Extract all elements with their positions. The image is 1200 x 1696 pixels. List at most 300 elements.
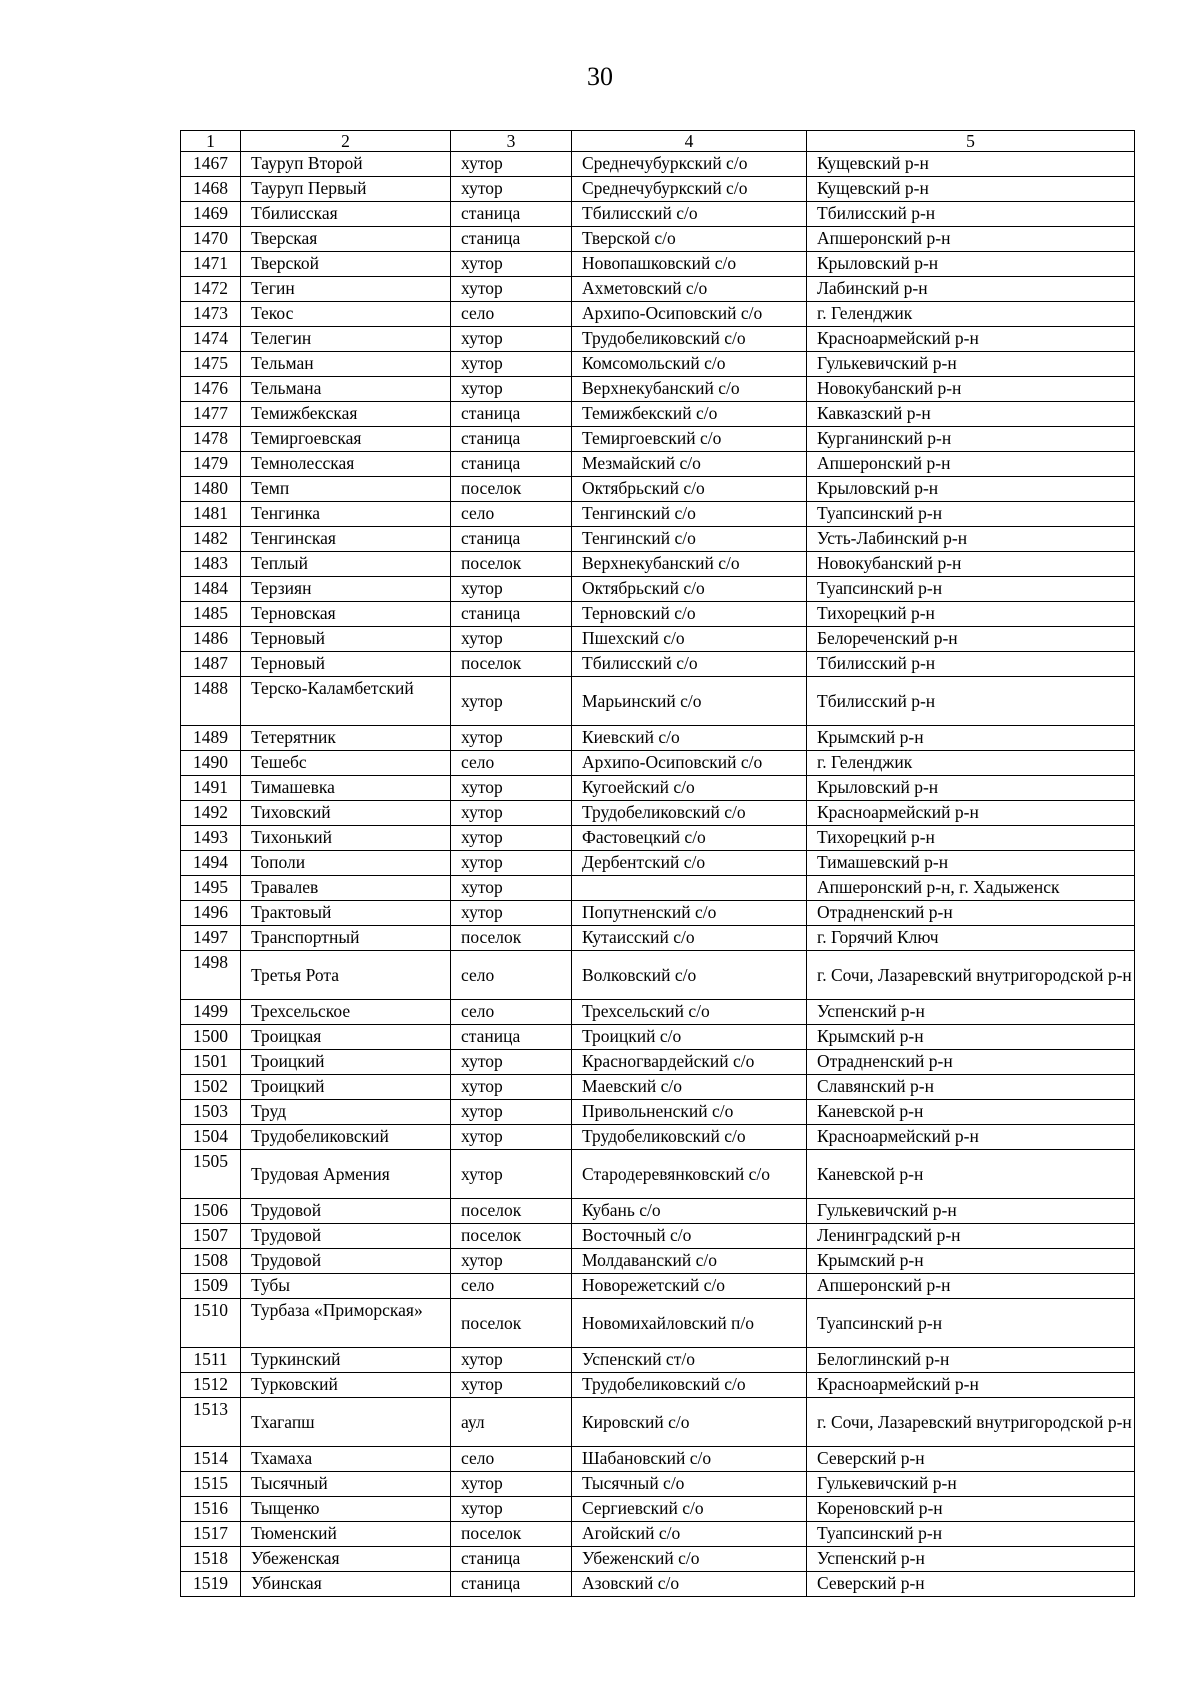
settlement-type: поселок	[451, 926, 572, 951]
settlement-name: Теплый	[241, 552, 451, 577]
settlement-name: Тетерятник	[241, 726, 451, 751]
table-row	[181, 726, 1135, 751]
settlement-name: Тауруп Первый	[241, 177, 451, 202]
settlement-type: хутор	[451, 377, 572, 402]
settlement-name: Тенгинка	[241, 502, 451, 527]
district-name: Туапсинский р-н	[807, 577, 1135, 602]
district-name: Тихорецкий р-н	[807, 602, 1135, 627]
table-row	[181, 1249, 1135, 1274]
council-name: Тбилисский с/о	[572, 202, 807, 227]
table-row	[181, 1050, 1135, 1075]
table-row	[181, 1398, 1135, 1447]
district-name: Успенский р-н	[807, 1000, 1135, 1025]
table-row	[181, 1572, 1135, 1597]
row-number: 1490	[181, 751, 241, 776]
district-name: Крыловский р-н	[807, 776, 1135, 801]
settlement-type: поселок	[451, 1224, 572, 1249]
table-row	[181, 627, 1135, 652]
council-name: Верхнекубанский с/о	[572, 552, 807, 577]
table-row	[181, 677, 1135, 726]
row-number: 1511	[181, 1348, 241, 1373]
row-number: 1480	[181, 477, 241, 502]
table-row	[181, 801, 1135, 826]
settlement-name: Убеженская	[241, 1547, 451, 1572]
settlement-type: аул	[451, 1398, 572, 1447]
council-name: Новопашковский с/о	[572, 252, 807, 277]
settlement-name: Трактовый	[241, 901, 451, 926]
district-name: Тбилисский р-н	[807, 202, 1135, 227]
column-district-header: 5	[807, 131, 1135, 152]
district-name: Отрадненский р-н	[807, 1050, 1135, 1075]
table-row	[181, 227, 1135, 252]
row-number: 1492	[181, 801, 241, 826]
settlement-type: хутор	[451, 826, 572, 851]
council-name: Азовский с/о	[572, 1572, 807, 1597]
row-number: 1477	[181, 402, 241, 427]
table-row	[181, 252, 1135, 277]
district-name: Усть-Лабинский р-н	[807, 527, 1135, 552]
row-number: 1485	[181, 602, 241, 627]
table-row	[181, 826, 1135, 851]
district-name: Северский р-н	[807, 1572, 1135, 1597]
table-row	[181, 352, 1135, 377]
settlement-name: Тверская	[241, 227, 451, 252]
settlement-type: станица	[451, 527, 572, 552]
district-name: Лабинский р-н	[807, 277, 1135, 302]
table-row	[181, 1150, 1135, 1199]
council-name: Троицкий с/о	[572, 1025, 807, 1050]
district-name: Кавказский р-н	[807, 402, 1135, 427]
row-number: 1474	[181, 327, 241, 352]
council-name: Тенгинский с/о	[572, 502, 807, 527]
settlement-name: Турбаза «Приморская»	[241, 1299, 451, 1348]
settlement-type: станица	[451, 427, 572, 452]
settlement-type: хутор	[451, 327, 572, 352]
settlement-type: хутор	[451, 277, 572, 302]
council-name: Фастовецкий с/о	[572, 826, 807, 851]
table-body	[181, 152, 1135, 1597]
row-number: 1481	[181, 502, 241, 527]
column-number-header: 1	[181, 131, 241, 152]
settlement-name: Темиргоевская	[241, 427, 451, 452]
council-name: Восточный с/о	[572, 1224, 807, 1249]
settlement-name: Тиховский	[241, 801, 451, 826]
council-name: Молдаванский с/о	[572, 1249, 807, 1274]
settlement-name: Текос	[241, 302, 451, 327]
row-number: 1470	[181, 227, 241, 252]
settlement-name: Тельмана	[241, 377, 451, 402]
district-name: Кущевский р-н	[807, 177, 1135, 202]
settlement-name: Тегин	[241, 277, 451, 302]
table-row	[181, 502, 1135, 527]
table-row	[181, 1472, 1135, 1497]
district-name: Каневской р-н	[807, 1150, 1135, 1199]
district-name: Кореновский р-н	[807, 1497, 1135, 1522]
district-name: Туапсинский р-н	[807, 1299, 1135, 1348]
settlement-type: хутор	[451, 1050, 572, 1075]
settlement-type: хутор	[451, 577, 572, 602]
row-number: 1505	[181, 1150, 241, 1199]
district-name: Белореченский р-н	[807, 627, 1135, 652]
settlement-name: Травалев	[241, 876, 451, 901]
council-name: Архипо-Осиповский с/о	[572, 302, 807, 327]
table-row	[181, 1274, 1135, 1299]
settlement-type: село	[451, 1000, 572, 1025]
district-name: Гулькевичский р-н	[807, 1199, 1135, 1224]
settlement-name: Темп	[241, 477, 451, 502]
council-name: Мезмайский с/о	[572, 452, 807, 477]
district-name: Курганинский р-н	[807, 427, 1135, 452]
district-name: Кущевский р-н	[807, 152, 1135, 177]
settlement-type: станица	[451, 227, 572, 252]
district-name: Каневской р-н	[807, 1100, 1135, 1125]
row-number: 1498	[181, 951, 241, 1000]
table-row	[181, 776, 1135, 801]
settlement-type: хутор	[451, 1150, 572, 1199]
council-name: Кировский с/о	[572, 1398, 807, 1447]
district-name: г. Сочи, Лазаревский внутригородской р-н	[807, 951, 1135, 1000]
district-name: Славянский р-н	[807, 1075, 1135, 1100]
district-name: Красноармейский р-н	[807, 1373, 1135, 1398]
district-name: г. Геленджик	[807, 751, 1135, 776]
table-row	[181, 1522, 1135, 1547]
settlement-type: хутор	[451, 1075, 572, 1100]
council-name: Среднечубуркский с/о	[572, 177, 807, 202]
settlement-name: Терзиян	[241, 577, 451, 602]
settlement-name: Тимашевка	[241, 776, 451, 801]
settlement-name: Тюменский	[241, 1522, 451, 1547]
row-number: 1486	[181, 627, 241, 652]
table-row	[181, 1100, 1135, 1125]
settlement-name: Третья Рота	[241, 951, 451, 1000]
district-name: Апшеронский р-н	[807, 227, 1135, 252]
district-name: Новокубанский р-н	[807, 552, 1135, 577]
council-name: Ахметовский с/о	[572, 277, 807, 302]
settlement-name: Убинская	[241, 1572, 451, 1597]
district-name: Гулькевичский р-н	[807, 1472, 1135, 1497]
council-name: Трехсельский с/о	[572, 1000, 807, 1025]
table-row	[181, 926, 1135, 951]
table-row	[181, 1224, 1135, 1249]
table-row	[181, 951, 1135, 1000]
district-name: Тимашевский р-н	[807, 851, 1135, 876]
table-row	[181, 152, 1135, 177]
council-name: Темижбекский с/о	[572, 402, 807, 427]
row-number: 1469	[181, 202, 241, 227]
settlement-name: Туркинский	[241, 1348, 451, 1373]
council-name: Волковский с/о	[572, 951, 807, 1000]
settlement-name: Тихонький	[241, 826, 451, 851]
table-row	[181, 1000, 1135, 1025]
district-name: Белоглинский р-н	[807, 1348, 1135, 1373]
column-name-header: 2	[241, 131, 451, 152]
council-name: Верхнекубанский с/о	[572, 377, 807, 402]
table-row	[181, 452, 1135, 477]
settlement-type: хутор	[451, 677, 572, 726]
council-name: Октябрьский с/о	[572, 577, 807, 602]
table-row	[181, 1497, 1135, 1522]
council-name: Тенгинский с/о	[572, 527, 807, 552]
council-name: Трудобеликовский с/о	[572, 1373, 807, 1398]
council-name: Тверской с/о	[572, 227, 807, 252]
table-row	[181, 327, 1135, 352]
council-name: Октябрьский с/о	[572, 477, 807, 502]
district-name: Красноармейский р-н	[807, 1125, 1135, 1150]
settlement-type: поселок	[451, 1522, 572, 1547]
settlement-name: Труд	[241, 1100, 451, 1125]
table-row	[181, 427, 1135, 452]
row-number: 1482	[181, 527, 241, 552]
settlement-name: Троицкая	[241, 1025, 451, 1050]
row-number: 1514	[181, 1447, 241, 1472]
row-number: 1501	[181, 1050, 241, 1075]
settlement-type: хутор	[451, 1497, 572, 1522]
settlement-type: хутор	[451, 1348, 572, 1373]
settlement-type: станица	[451, 402, 572, 427]
settlement-type: хутор	[451, 901, 572, 926]
row-number: 1468	[181, 177, 241, 202]
settlement-type: село	[451, 502, 572, 527]
row-number: 1484	[181, 577, 241, 602]
settlement-type: станица	[451, 202, 572, 227]
table-row	[181, 851, 1135, 876]
council-name: Среднечубуркский с/о	[572, 152, 807, 177]
table-row	[181, 1199, 1135, 1224]
settlement-name: Тенгинская	[241, 527, 451, 552]
settlement-name: Тешебс	[241, 751, 451, 776]
district-name: Крыловский р-н	[807, 252, 1135, 277]
settlement-type: станица	[451, 1025, 572, 1050]
council-name: Тысячный с/о	[572, 1472, 807, 1497]
settlement-name: Терско-Каламбетский	[241, 677, 451, 726]
settlement-type: село	[451, 302, 572, 327]
settlement-type: хутор	[451, 1100, 572, 1125]
settlement-name: Тхамаха	[241, 1447, 451, 1472]
row-number: 1516	[181, 1497, 241, 1522]
table-row	[181, 1125, 1135, 1150]
table-row	[181, 477, 1135, 502]
council-name: Терновский с/о	[572, 602, 807, 627]
settlement-type: хутор	[451, 801, 572, 826]
council-name: Красногвардейский с/о	[572, 1050, 807, 1075]
table-header-row	[181, 131, 1135, 152]
row-number: 1506	[181, 1199, 241, 1224]
district-name: Северский р-н	[807, 1447, 1135, 1472]
district-name: г. Горячий Ключ	[807, 926, 1135, 951]
settlement-name: Тубы	[241, 1274, 451, 1299]
row-number: 1487	[181, 652, 241, 677]
settlement-type: хутор	[451, 177, 572, 202]
council-name: Убеженский с/о	[572, 1547, 807, 1572]
settlement-type: хутор	[451, 851, 572, 876]
settlement-name: Терновская	[241, 602, 451, 627]
settlement-name: Терновый	[241, 627, 451, 652]
table-row	[181, 876, 1135, 901]
settlement-name: Транспортный	[241, 926, 451, 951]
row-number: 1493	[181, 826, 241, 851]
table-row	[181, 402, 1135, 427]
council-name: Комсомольский с/о	[572, 352, 807, 377]
settlement-name: Трудовой	[241, 1249, 451, 1274]
table-row	[181, 377, 1135, 402]
row-number: 1504	[181, 1125, 241, 1150]
district-name: Отрадненский р-н	[807, 901, 1135, 926]
district-name: г. Геленджик	[807, 302, 1135, 327]
row-number: 1517	[181, 1522, 241, 1547]
table-row	[181, 527, 1135, 552]
council-name: Марьинский с/о	[572, 677, 807, 726]
table-row	[181, 901, 1135, 926]
table-row	[181, 751, 1135, 776]
settlement-name: Тбилисская	[241, 202, 451, 227]
settlement-name: Троицкий	[241, 1075, 451, 1100]
row-number: 1479	[181, 452, 241, 477]
district-name: Тихорецкий р-н	[807, 826, 1135, 851]
settlement-name: Трудовой	[241, 1199, 451, 1224]
settlement-type: поселок	[451, 552, 572, 577]
settlement-type: хутор	[451, 776, 572, 801]
settlement-type: хутор	[451, 876, 572, 901]
council-name: Шабановский с/о	[572, 1447, 807, 1472]
council-name: Агойский с/о	[572, 1522, 807, 1547]
district-name: Крымский р-н	[807, 1025, 1135, 1050]
settlement-type: хутор	[451, 1472, 572, 1497]
row-number: 1507	[181, 1224, 241, 1249]
row-number: 1519	[181, 1572, 241, 1597]
settlement-type: село	[451, 1274, 572, 1299]
table-row	[181, 1075, 1135, 1100]
settlement-name: Трудобеликовский	[241, 1125, 451, 1150]
district-name: Красноармейский р-н	[807, 327, 1135, 352]
council-name: Сергиевский с/о	[572, 1497, 807, 1522]
council-name	[572, 876, 807, 901]
settlement-name: Тыщенко	[241, 1497, 451, 1522]
council-name: Темиргоевский с/о	[572, 427, 807, 452]
table-row	[181, 1299, 1135, 1348]
page-number: 30	[587, 62, 613, 91]
settlement-name: Темижбекская	[241, 402, 451, 427]
settlements-table	[180, 130, 1135, 1597]
settlement-name: Тверской	[241, 252, 451, 277]
settlement-type: хутор	[451, 726, 572, 751]
settlement-type: поселок	[451, 652, 572, 677]
row-number: 1499	[181, 1000, 241, 1025]
council-name: Трудобеликовский с/о	[572, 1125, 807, 1150]
settlement-type: поселок	[451, 1299, 572, 1348]
settlement-name: Тополи	[241, 851, 451, 876]
district-name: Успенский р-н	[807, 1547, 1135, 1572]
settlement-type: хутор	[451, 627, 572, 652]
settlement-type: село	[451, 1447, 572, 1472]
settlement-name: Тысячный	[241, 1472, 451, 1497]
district-name: Апшеронский р-н	[807, 452, 1135, 477]
column-type-header: 3	[451, 131, 572, 152]
row-number: 1478	[181, 427, 241, 452]
table-row	[181, 1025, 1135, 1050]
table-row	[181, 302, 1135, 327]
row-number: 1512	[181, 1373, 241, 1398]
district-name: Апшеронский р-н	[807, 1274, 1135, 1299]
council-name: Новорежетский с/о	[572, 1274, 807, 1299]
row-number: 1472	[181, 277, 241, 302]
settlement-name: Трудовой	[241, 1224, 451, 1249]
council-name: Успенский ст/о	[572, 1348, 807, 1373]
table-row	[181, 577, 1135, 602]
settlement-name: Трехсельское	[241, 1000, 451, 1025]
table-row	[181, 202, 1135, 227]
settlement-type: станица	[451, 452, 572, 477]
district-name: Тбилисский р-н	[807, 677, 1135, 726]
row-number: 1503	[181, 1100, 241, 1125]
settlement-name: Троицкий	[241, 1050, 451, 1075]
council-name: Попутненский с/о	[572, 901, 807, 926]
settlement-type: село	[451, 951, 572, 1000]
row-number: 1488	[181, 677, 241, 726]
district-name: Новокубанский р-н	[807, 377, 1135, 402]
council-name: Трудобеликовский с/о	[572, 327, 807, 352]
district-name: Тбилисский р-н	[807, 652, 1135, 677]
table-row	[181, 652, 1135, 677]
settlement-type: хутор	[451, 252, 572, 277]
row-number: 1467	[181, 152, 241, 177]
council-name: Киевский с/о	[572, 726, 807, 751]
settlement-type: станица	[451, 602, 572, 627]
settlement-type: поселок	[451, 477, 572, 502]
district-name: Туапсинский р-н	[807, 1522, 1135, 1547]
row-number: 1496	[181, 901, 241, 926]
district-name: Крымский р-н	[807, 1249, 1135, 1274]
settlement-name: Терновый	[241, 652, 451, 677]
council-name: Новомихайловский п/о	[572, 1299, 807, 1348]
council-name: Привольненский с/о	[572, 1100, 807, 1125]
settlement-type: станица	[451, 1547, 572, 1572]
district-name: Апшеронский р-н, г. Хадыженск	[807, 876, 1135, 901]
council-name: Тбилисский с/о	[572, 652, 807, 677]
column-council-header: 4	[572, 131, 807, 152]
district-name: Туапсинский р-н	[807, 502, 1135, 527]
council-name: Маевский с/о	[572, 1075, 807, 1100]
settlement-type: поселок	[451, 1199, 572, 1224]
row-number: 1494	[181, 851, 241, 876]
district-name: Крыловский р-н	[807, 477, 1135, 502]
row-number: 1513	[181, 1398, 241, 1447]
council-name: Кутаисский с/о	[572, 926, 807, 951]
row-number: 1515	[181, 1472, 241, 1497]
settlement-type: хутор	[451, 1373, 572, 1398]
table-row	[181, 1547, 1135, 1572]
district-name: Ленинградский р-н	[807, 1224, 1135, 1249]
row-number: 1491	[181, 776, 241, 801]
row-number: 1518	[181, 1547, 241, 1572]
row-number: 1497	[181, 926, 241, 951]
settlement-name: Тауруп Второй	[241, 152, 451, 177]
settlement-name: Турковский	[241, 1373, 451, 1398]
row-number: 1495	[181, 876, 241, 901]
row-number: 1510	[181, 1299, 241, 1348]
row-number: 1475	[181, 352, 241, 377]
council-name: Кугоейский с/о	[572, 776, 807, 801]
settlement-type: хутор	[451, 1125, 572, 1150]
row-number: 1489	[181, 726, 241, 751]
table-row	[181, 1373, 1135, 1398]
settlement-type: хутор	[451, 352, 572, 377]
row-number: 1471	[181, 252, 241, 277]
council-name: Архипо-Осиповский с/о	[572, 751, 807, 776]
settlement-type: хутор	[451, 152, 572, 177]
district-name: Гулькевичский р-н	[807, 352, 1135, 377]
table-row	[181, 602, 1135, 627]
settlement-name: Тельман	[241, 352, 451, 377]
